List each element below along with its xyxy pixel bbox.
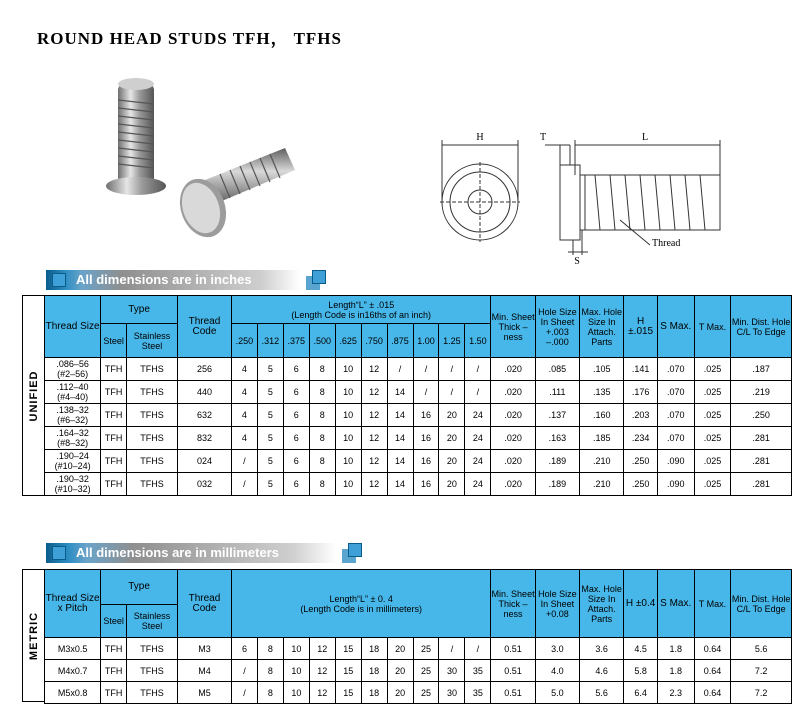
min-dist-cell: .250 [731,404,792,427]
min-dist-cell: .187 [731,358,792,381]
table-row [45,660,792,682]
header-hole-size: Hole Size In Sheet +.003 –.000 [535,296,579,358]
steel-type-cell: TFH [101,381,127,404]
length-code-cell: 16 [413,404,439,427]
length-code-cell: 8 [309,450,335,473]
header-stainless: Stainless Steel [127,605,178,638]
length-code-cell: 20 [439,473,465,496]
min-dist-cell: .281 [731,473,792,496]
length-code-cell: 10 [335,404,361,427]
mm-section-banner [46,543,336,563]
length-code-cell: 18 [361,638,387,660]
thread-size-value: .112–40 [56,382,89,392]
header-type: Type [101,570,178,605]
length-code-cell: 18 [361,660,387,682]
min-dist-cell: .281 [731,450,792,473]
table-row [45,381,792,404]
dim-h-label: H [476,132,484,143]
s-cell: .070 [657,358,694,381]
stainless-type-cell: TFHS [127,450,178,473]
thread-size-cell: M3x0.5 [45,638,101,660]
technical-drawing [430,120,730,270]
length-code-cell: 12 [309,638,335,660]
h-cell: .141 [624,358,658,381]
length-code-cell: 10 [335,473,361,496]
stainless-type-cell: TFHS [127,638,178,660]
header-h: H ±0.4 [624,570,658,638]
upright-stud-icon [106,78,166,195]
h-cell: 4.5 [624,638,658,660]
thread-code-cell: 032 [177,473,231,496]
length-code-cell: 8 [257,638,283,660]
length-code-cell: 25 [413,660,439,682]
inch-dimension-table [44,295,792,496]
length-code-cell: 24 [465,427,491,450]
length-code-cell: 8 [257,682,283,704]
t-cell: .025 [694,473,731,496]
length-code-cell: 15 [335,638,361,660]
thread-size-value: .190–32 [56,474,89,484]
thread-size-cell [45,404,101,427]
h-cell: 6.4 [624,682,658,704]
min-sheet-cell: .020 [491,404,535,427]
thread-code-cell: 256 [177,358,231,381]
min-dist-cell: 7.2 [731,660,792,682]
thread-size-value: .138–32 [56,405,89,415]
min-dist-cell: 5.6 [731,638,792,660]
length-code-cell: 12 [309,682,335,704]
length-code-cell: 8 [309,473,335,496]
length-code-cell: 14 [387,381,413,404]
max-hole-cell: 5.6 [580,682,624,704]
length-code-cell: 6 [283,427,309,450]
header-steel: Steel [101,324,127,358]
thread-size-cell: M4x0.7 [45,660,101,682]
hole-size-cell: .189 [535,473,579,496]
length-title: Length“L” ± .015 [328,299,395,310]
length-code-cell: 6 [283,381,309,404]
length-code-header: .250 [231,324,257,358]
length-code-cell: 12 [361,473,387,496]
min-dist-cell: .219 [731,381,792,404]
header-min-sheet: Min. Sheet Thick –ness [491,296,535,358]
thread-code-cell: 832 [177,427,231,450]
min-sheet-cell: 0.51 [491,638,535,660]
length-code-cell: 10 [335,381,361,404]
thread-size-number: (#8–32) [57,438,89,448]
length-code-cell: 20 [439,427,465,450]
length-code-header: .875 [387,324,413,358]
length-code-cell: / [439,638,465,660]
dim-s-label: S [574,256,580,267]
length-code-cell: 10 [283,638,309,660]
length-code-cell: / [465,381,491,404]
thread-size-cell [45,427,101,450]
table-row [45,404,792,427]
length-code-cell: / [231,473,257,496]
length-code-cell: 8 [309,404,335,427]
length-code-cell: 16 [413,450,439,473]
length-code-header: .500 [309,324,335,358]
s-cell: 1.8 [657,660,694,682]
header-stainless: Stainless Steel [127,324,178,358]
stainless-type-cell: TFHS [127,473,178,496]
length-code-cell: 5 [257,473,283,496]
length-code-cell: 12 [361,450,387,473]
s-cell: 1.8 [657,638,694,660]
length-code-cell: 5 [257,427,283,450]
length-code-cell: / [231,682,257,704]
min-sheet-cell: .020 [491,358,535,381]
table-row [45,427,792,450]
header-length [231,570,490,638]
length-code-cell: 6 [283,450,309,473]
inch-table-body [45,358,792,496]
banner-square-icon [52,546,66,560]
thread-code-cell: 024 [177,450,231,473]
length-code-cell: 20 [387,660,413,682]
steel-type-cell: TFH [101,682,127,704]
length-code-cell: 10 [283,682,309,704]
length-code-cell: 4 [231,427,257,450]
thread-code-cell: M3 [177,638,231,660]
hole-size-cell: 4.0 [535,660,579,682]
length-code-cell: / [413,358,439,381]
length-code-header: 1.00 [413,324,439,358]
page-title: ROUND HEAD STUDS TFH， TFHS [37,29,342,48]
thread-code-cell: M4 [177,660,231,682]
h-cell: 5.8 [624,660,658,682]
header-length [231,296,491,324]
banner-square-icon [348,543,362,557]
min-dist-cell: 7.2 [731,682,792,704]
banner-square-icon [312,270,326,284]
mm-table-body [45,638,792,704]
max-hole-cell: .135 [580,381,624,404]
max-hole-cell: 3.6 [580,638,624,660]
t-cell: .025 [694,450,731,473]
length-code-cell: 5 [257,358,283,381]
min-dist-cell: .281 [731,427,792,450]
length-code-cell: 14 [387,450,413,473]
thread-code-cell: 632 [177,404,231,427]
length-subtitle: (Length Code is in16ths of an inch) [291,309,432,320]
s-cell: .070 [657,404,694,427]
hole-size-cell: .085 [535,358,579,381]
thread-code-cell: M5 [177,682,231,704]
length-code-cell: 12 [309,660,335,682]
length-code-cell: 12 [361,404,387,427]
table-row [45,473,792,496]
s-cell: .070 [657,381,694,404]
s-cell: .090 [657,473,694,496]
length-code-cell: 25 [413,682,439,704]
length-code-cell: 14 [387,427,413,450]
header-min-dist: Min. Dist. Hole C/L To Edge [731,570,792,638]
thread-size-number: (#6–32) [57,415,89,425]
length-code-cell: 8 [309,427,335,450]
thread-size-cell [45,358,101,381]
t-cell: .025 [694,381,731,404]
thread-size-cell [45,473,101,496]
hole-size-cell: .137 [535,404,579,427]
header-thread-size: Thread Size [45,296,101,358]
length-code-cell: / [465,358,491,381]
length-code-cell: 20 [387,682,413,704]
stainless-type-cell: TFHS [127,682,178,704]
length-code-cell: 20 [387,638,413,660]
steel-type-cell: TFH [101,473,127,496]
hole-size-cell: .189 [535,450,579,473]
length-code-cell: / [413,381,439,404]
max-hole-cell: .210 [580,450,624,473]
stainless-type-cell: TFHS [127,404,178,427]
thread-label: Thread [652,238,681,249]
t-cell: 0.64 [694,682,731,704]
length-code-cell: 6 [283,473,309,496]
length-code-cell: 30 [439,682,465,704]
dim-l-label: L [641,132,649,143]
length-code-header: 1.25 [439,324,465,358]
header-min-sheet: Min. Sheet Thick –ness [491,570,535,638]
length-code-cell: 5 [257,450,283,473]
t-cell: .025 [694,427,731,450]
length-code-cell: 24 [465,473,491,496]
steel-type-cell: TFH [101,404,127,427]
table-row [45,638,792,660]
s-cell: 2.3 [657,682,694,704]
length-code-cell: 16 [413,427,439,450]
length-code-cell: 30 [439,660,465,682]
thread-size-cell: M5x0.8 [45,682,101,704]
t-cell: .025 [694,358,731,381]
length-code-cell: 25 [413,638,439,660]
length-code-cell: 14 [387,473,413,496]
header-min-dist: Min. Dist. Hole C/L To Edge [731,296,792,358]
header-max-hole: Max. Hole Size In Attach. Parts [580,296,624,358]
length-code-cell: 12 [361,358,387,381]
hole-size-cell: .163 [535,427,579,450]
hole-size-cell: .111 [535,381,579,404]
length-code-cell: / [465,638,491,660]
thread-size-number: (#2–56) [57,369,89,379]
header-type: Type [101,296,178,324]
length-code-cell: 10 [335,450,361,473]
length-code-cell: 6 [231,638,257,660]
length-code-cell: / [439,358,465,381]
table-row [45,450,792,473]
stainless-type-cell: TFHS [127,660,178,682]
max-hole-cell: .160 [580,404,624,427]
header-h: H ±.015 [624,296,658,358]
mm-dimension-table [44,569,792,704]
metric-side-label: METRIC [22,569,44,702]
stainless-type-cell: TFHS [127,358,178,381]
length-code-header: .750 [361,324,387,358]
length-code-header: .625 [335,324,361,358]
length-subtitle: (Length Code is in millimeters) [300,603,422,614]
length-code-cell: 20 [439,404,465,427]
dim-t-label: T [539,132,547,143]
table-row [45,358,792,381]
length-code-cell: 12 [361,427,387,450]
s-cell: .070 [657,427,694,450]
length-code-cell: 4 [231,381,257,404]
stainless-type-cell: TFHS [127,427,178,450]
table-row [45,682,792,704]
length-code-cell: 6 [283,404,309,427]
max-hole-cell: 4.6 [580,660,624,682]
s-cell: .090 [657,450,694,473]
banner-title: All dimensions are in millimeters [76,545,280,560]
length-code-cell: 24 [465,404,491,427]
t-cell: .025 [694,404,731,427]
header-steel: Steel [101,605,127,638]
length-code-cell: 15 [335,682,361,704]
length-code-cell: 5 [257,381,283,404]
header-s: S Max. [657,296,694,358]
header-t: T Max. [694,570,731,638]
length-code-cell: 24 [465,450,491,473]
h-cell: .234 [624,427,658,450]
length-code-header: .312 [257,324,283,358]
steel-type-cell: TFH [101,450,127,473]
stainless-type-cell: TFHS [127,381,178,404]
banner-title: All dimensions are in inches [76,272,252,287]
length-code-cell: 16 [413,473,439,496]
max-hole-cell: .105 [580,358,624,381]
steel-type-cell: TFH [101,660,127,682]
length-code-cell: 10 [335,427,361,450]
stud-photo [100,70,310,240]
length-code-cell: 14 [387,404,413,427]
t-cell: 0.64 [694,638,731,660]
min-sheet-cell: .020 [491,473,535,496]
length-code-cell: 6 [283,358,309,381]
header-thread-code: Thread Code [177,296,231,358]
steel-type-cell: TFH [101,358,127,381]
length-code-cell: 35 [465,682,491,704]
length-code-cell: / [439,381,465,404]
min-sheet-cell: .020 [491,450,535,473]
length-code-cell: 8 [257,660,283,682]
thread-size-number: (#4–40) [57,392,89,402]
min-sheet-cell: 0.51 [491,682,535,704]
steel-type-cell: TFH [101,638,127,660]
thread-size-value: .164–32 [56,428,89,438]
length-code-cell: 8 [309,358,335,381]
thread-size-value: .190–24 [56,451,89,461]
h-cell: .250 [624,450,658,473]
header-t: T Max. [694,296,731,358]
thread-size-number: (#10–32) [54,484,91,494]
steel-type-cell: TFH [101,427,127,450]
length-code-cell: 5 [257,404,283,427]
length-code-cell: 35 [465,660,491,682]
min-sheet-cell: .020 [491,427,535,450]
length-code-cell: 12 [361,381,387,404]
header-thread-code: Thread Code [177,570,231,638]
t-cell: 0.64 [694,660,731,682]
length-title: Length“L” ± 0. 4 [329,593,393,604]
thread-size-cell [45,450,101,473]
max-hole-cell: .210 [580,473,624,496]
hole-size-cell: 3.0 [535,638,579,660]
length-code-header: 1.50 [465,324,491,358]
length-code-cell: 18 [361,682,387,704]
inch-section-banner [46,270,300,290]
h-cell: .250 [624,473,658,496]
length-code-header: .375 [283,324,309,358]
max-hole-cell: .185 [580,427,624,450]
thread-size-number: (#10–24) [54,461,91,471]
thread-size-cell [45,381,101,404]
header-thread-size: Thread Size x Pitch [45,570,101,638]
length-code-cell: 15 [335,660,361,682]
header-s: S Max. [657,570,694,638]
length-code-cell: 10 [283,660,309,682]
header-hole-size: Hole Size In Sheet +0.08 [535,570,579,638]
h-cell: .176 [624,381,658,404]
length-code-cell: / [231,450,257,473]
banner-square-icon [52,273,66,287]
thread-code-cell: 440 [177,381,231,404]
length-code-cell: 10 [335,358,361,381]
length-code-cell: 8 [309,381,335,404]
unified-side-label: UNIFIED [22,295,44,496]
thread-size-value: .086–56 [56,359,89,369]
length-code-cell: / [387,358,413,381]
length-code-cell: / [231,660,257,682]
h-cell: .203 [624,404,658,427]
lying-stud-icon [172,148,295,240]
header-max-hole: Max. Hole Size In Attach. Parts [580,570,624,638]
length-code-cell: 4 [231,404,257,427]
min-sheet-cell: .020 [491,381,535,404]
hole-size-cell: 5.0 [535,682,579,704]
length-code-cell: 20 [439,450,465,473]
min-sheet-cell: 0.51 [491,660,535,682]
length-code-cell: 4 [231,358,257,381]
